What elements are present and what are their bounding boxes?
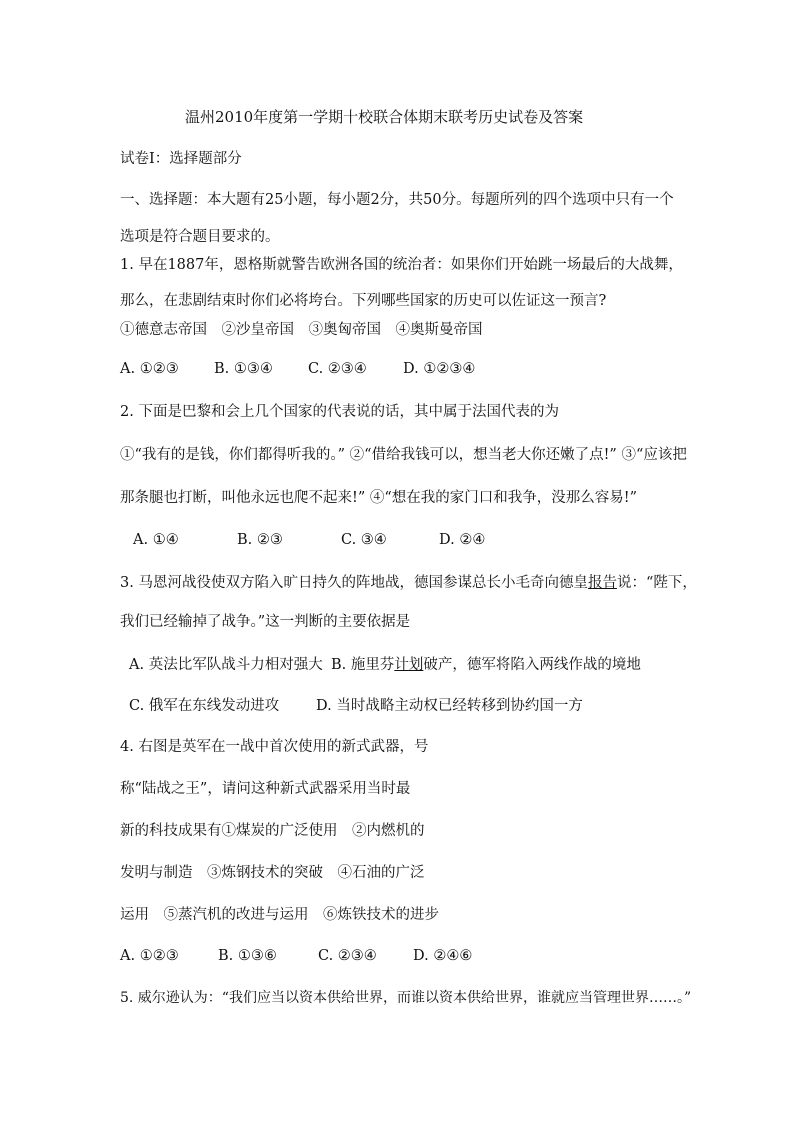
q3-option-b [331,655,641,675]
q4-option-a: A. ①②③ [120,948,179,964]
q4-stem-4: 发明与制造 ③炼钢技术的突破 ④石油的广泛 [120,865,425,881]
q2-stem: 2. 下面是巴黎和会上几个国家的代表说的话，其中属于法国代表的为 [120,404,559,420]
q4-option-d: D. ②④⑥ [413,948,473,964]
q1-option-c: C. ②③④ [308,361,367,377]
q2-quotes-1: ①“我有的是钱，你们都得听我的。” ②“借给我钱可以，想当老大你还嫩了点!” ③“应该把 [120,447,687,463]
page-title: 温州2010年度第一学期十校联合体期末联考历史试卷及答案 [185,108,584,126]
q1-option-b: B. ①③④ [214,361,273,377]
q5-stem: 5. 威尔逊认为：“我们应当以资本供给世界，而谁以资本供给世界，谁就应当管理世界……。” [120,990,692,1006]
q2-option-b: B. ②③ [237,532,283,548]
q2-quotes-2: 那条腿也打断，叫他永远也爬不起来!” ④“想在我的家门口和我争，没那么容易!” [120,490,637,506]
section-heading: 试卷I：选择题部分 [120,151,242,167]
q4-stem-1: 4. 右图是英军在一战中首次使用的新式武器，号 [120,739,429,755]
q3-option-c: C. 俄军在东线发动进攻 [129,698,280,714]
q1-stem-1: 1. 早在1887年，恩格斯就警告欧洲各国的统治者：如果你们开始跳一场最后的大战舞， [120,257,683,273]
q4-option-c: C. ②③④ [318,948,377,964]
instructions-line-1: 一、选择题：本大题有25小题，每小题2分，共50分。每题所列的四个选项中只有一个 [120,192,674,208]
q2-option-d: D. ②④ [439,532,486,548]
q3-stem-part-b: 说：“陛下， [616,575,697,591]
q1-option-a: A. ①②③ [120,361,179,377]
q3-option-a: A. 英法比军队战斗力相对强大 [129,657,323,673]
q3-stem-1 [120,573,697,593]
q2-option-c: C. ③④ [341,532,387,548]
q3-option-b-part-b: 破产，德军将陷入两线作战的境地 [423,657,641,673]
q3-stem-part-a: 3. 马恩河战役使双方陷入旷日持久的阵地战，德国参谋总长小毛奇向德皇 [120,575,588,591]
q3-stem-underlined: 报告 [587,575,617,591]
q3-option-b-underlined: 计划 [394,657,424,673]
instructions-line-2: 选项是符合题目要求的。 [120,229,280,245]
q4-stem-3: 新的科技成果有①煤炭的广泛使用 ②内燃机的 [120,823,425,839]
q3-stem-2: 我们已经输掉了战争。”这一判断的主要依据是 [120,614,411,630]
q2-option-a: A. ①④ [133,532,179,548]
q1-option-d: D. ①②③④ [403,361,476,377]
q3-option-b-part-a: B. 施里芬 [331,657,395,673]
q4-stem-5: 运用 ⑤蒸汽机的改进与运用 ⑥炼铁技术的进步 [120,907,439,923]
q4-stem-2: 称“陆战之王”，请问这种新式武器采用当时最 [120,781,411,797]
q1-items: ①德意志帝国 ②沙皇帝国 ③奥匈帝国 ④奥斯曼帝国 [120,322,483,338]
q1-stem-2: 那么，在悲剧结束时你们必将垮台。下列哪些国家的历史可以佐证这一预言? [120,293,607,309]
q3-option-d: D. 当时战略主动权已经转移到协约国一方 [316,698,583,714]
q4-option-b: B. ①③⑥ [218,948,277,964]
